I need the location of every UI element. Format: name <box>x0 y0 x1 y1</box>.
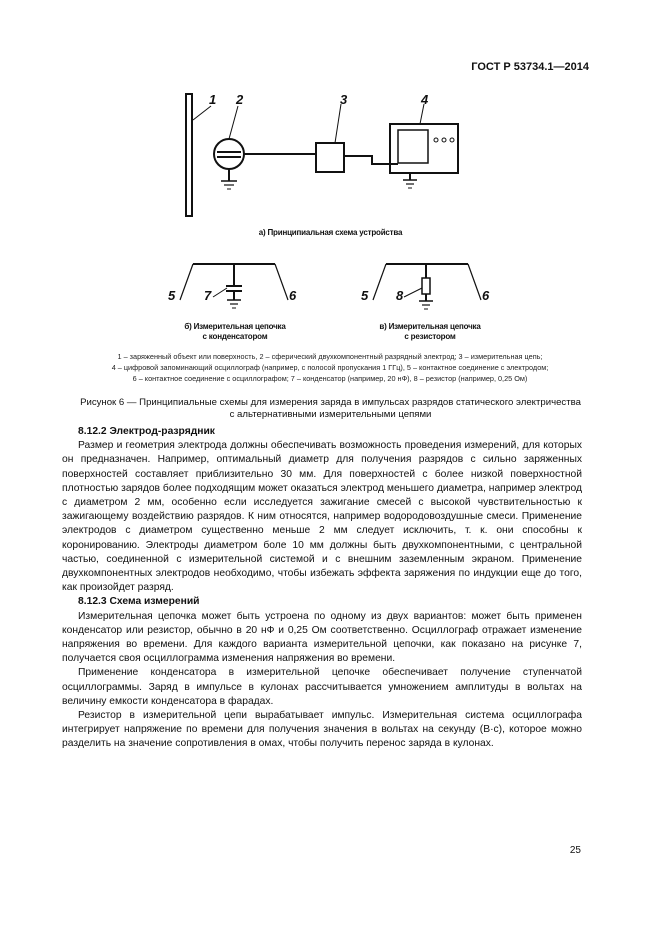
figure-caption: Рисунок 6 — Принципиальные схемы для измерения заряда в импульсах разрядов статического электричества с альтернативными измерительными цепями <box>80 397 581 420</box>
caption-a: а) Принципиальная схема устройства <box>258 228 403 237</box>
section-title-8-12-2: 8.12.2 Электрод-разрядник <box>78 426 215 437</box>
label-8: 8 <box>396 288 404 303</box>
label-6b: 6 <box>289 288 297 303</box>
label-5b: 5 <box>168 288 176 303</box>
label-7: 7 <box>204 288 212 303</box>
label-4: 4 <box>421 92 429 107</box>
charged-object <box>186 94 192 216</box>
sphere-electrode <box>214 139 244 169</box>
paragraph: Резистор в измерительной цепи вырабатывает импульс. Измерительная система осциллографа интегрирует напряжение по времени для получения значения в вольтах на секунду (В·с), которое можно разделить на значение сопротивления в омах, чтобы получить перенос заряда в кулонах. <box>62 710 582 750</box>
body-text <box>62 425 582 752</box>
paragraph: Измерительная цепочка может быть устроена по одному из двух вариантов: может быть применен конденсатор или резистор, обычно в 20 нФ и 0,25 Ом соответственно. Осциллограф отражает изменение напряжения во времени. Для каждого варианта измерительной цепочки, как показано на рисунке 7, получается своя осциллограмма изменения напряжения во времени. <box>62 610 582 665</box>
oscilloscope <box>390 124 458 173</box>
section-title-8-12-3: 8.12.3 Схема измерений <box>78 596 200 608</box>
caption-c: в) Измерительная цепочка с резистором <box>379 322 481 341</box>
label-3: 3 <box>340 92 348 107</box>
label-6c: 6 <box>482 288 490 303</box>
figure-legend: 1 – заряженный объект или поверхность, 2 – сферический двухкомпонентный разрядный электрод; 3 – измерительная цепь; 4 – цифровой запоминающий осциллограф (например, с полосой пропускания 1 ГГц), 5 – контактное соединение с электродом; 6 – контактное соединение с осциллографом; 7 – конденсатор (например, 20 нФ), 8 – резистор (например, 0,25 Ом) <box>111 352 549 383</box>
standard-number: ГОСТ Р 53734.1—2014 <box>471 61 589 73</box>
paragraph: Размер и геометрия электрода должны обеспечивать возможность проведения измерений, для которых он предназначен. Например, оптимальный диаметр для получения разрядов с сильно заряженных поверхностей составляет приблизительно 30 мм. Для поверхностей с более низкой поверхностной плотностью зарядов более подходящим может оказаться электрод меньшего диаметра, например электрод с диаметром 2 мм, особенно если исследуется зажигание смесей с высокой чувствительностью к зажигающему воздействию разрядов. К ним относятся, например водородовоздушные смеси. Применение электродов с диаметром существенно меньше 2 мм следует исключить, т. к. они способны к коронированию. Электроды диаметром боле 10 мм должны быть двухкомпонентными, с центральной частью, соединенной с измерительной системой и с внешним заземленным экраном. Применение двухкомпонентных электродов необходимо, чтобы избежать эффекта заряжения по индукции еще до того, как произойдет разряд. <box>62 440 582 594</box>
label-5c: 5 <box>361 288 369 303</box>
measuring-circuit-box <box>316 143 344 172</box>
label-2: 2 <box>236 92 244 107</box>
schematic-diagram <box>0 0 661 330</box>
paragraph: Применение конденсатора в измерительной цепочке обеспечивает получение ступенчатой осциллограммы. Заряд в импульсе в кулонах рассчитывается умножением амплитуды в вольтах на величину емкости конденсатора в фарадах. <box>62 667 582 707</box>
page-number: 25 <box>569 845 581 856</box>
label-1: 1 <box>209 92 217 107</box>
caption-b: б) Измерительная цепочка с конденсатором <box>184 322 286 341</box>
